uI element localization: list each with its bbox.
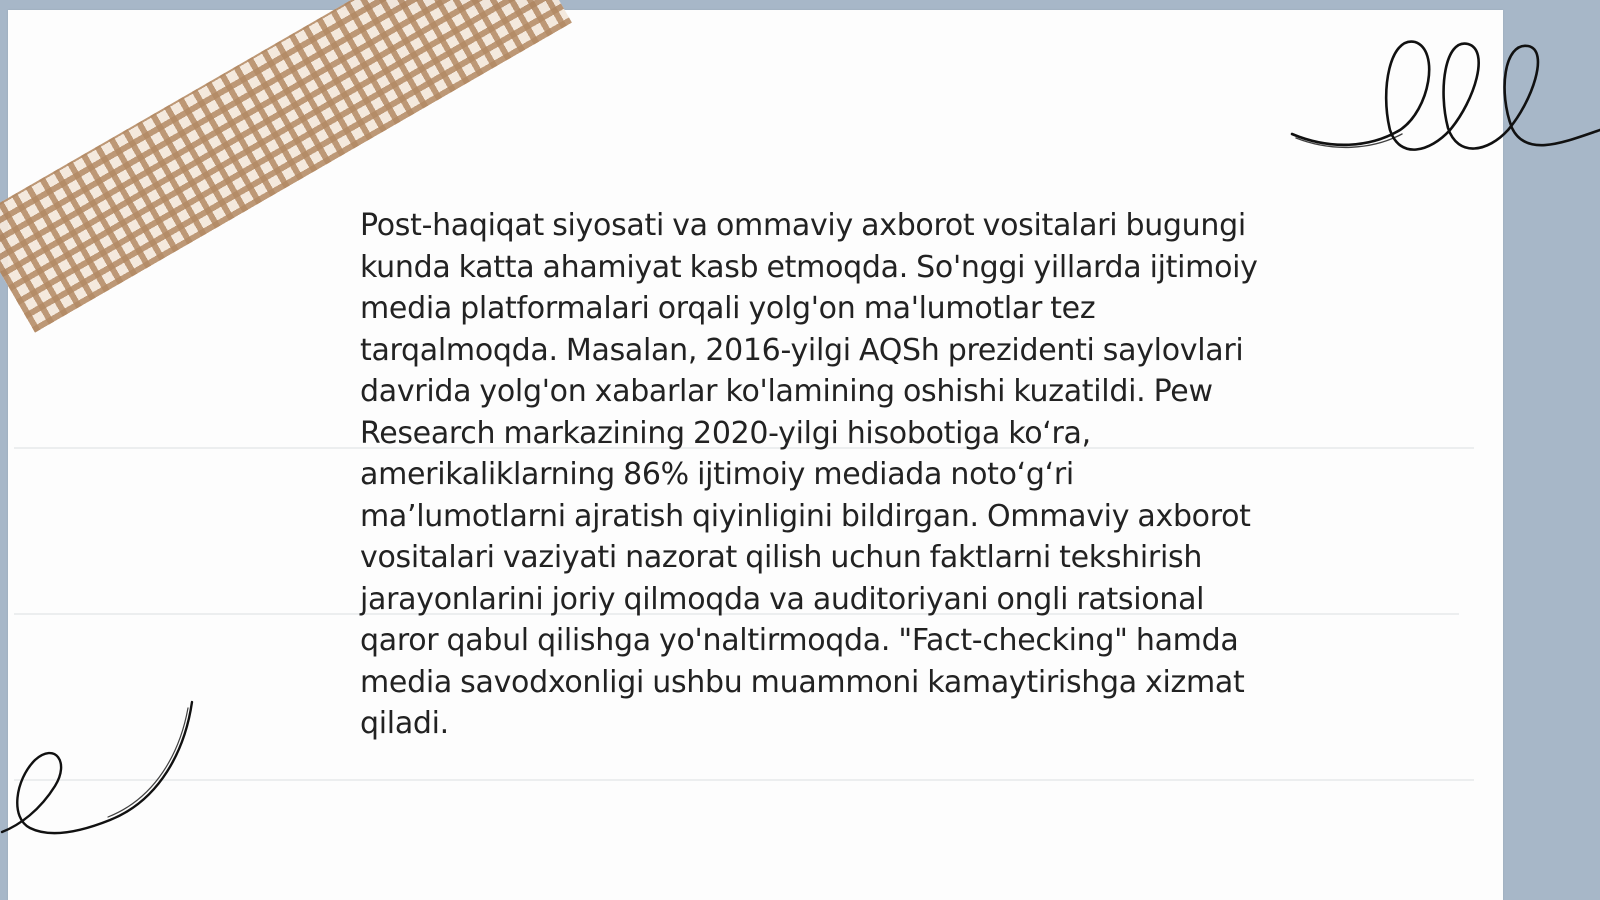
curl-squiggle-doodle-icon (0, 690, 200, 850)
body-paragraph: Post-haqiqat siyosati va ommaviy axborot vositalari bugungi kunda katta ahamiyat kasb etmoqda. So'nggi yillarda ijtimoiy media platformalari orqali yolg'on ma'lumotlar tez tarqalmoqda. Masalan, 2016-yilgi AQSh prezidenti saylovlari davrida yolg'on xabarlar ko'lamining oshishi kuzatildi. Pew Research markazining 2020-yilgi hisobotiga koʻra, amerikaliklarning 86% ijtimoiy mediada notoʻgʻri maʼlumotlarni ajratish qiyinligini bildirgan. Ommaviy axborot vositalari vaziyati nazorat qilish uchun faktlarni tekshirish jarayonlarini joriy qilmoqda va auditoriyani ongli ratsional qaror qabul qilishga yo'naltirmoqda. "Fact-checking" hamda media savodxonligi ushbu muammoni kamaytirishga xizmat qiladi. (360, 208, 1258, 741)
loop-squiggle-doodle-icon (1290, 30, 1600, 170)
fold-line (14, 779, 1474, 781)
